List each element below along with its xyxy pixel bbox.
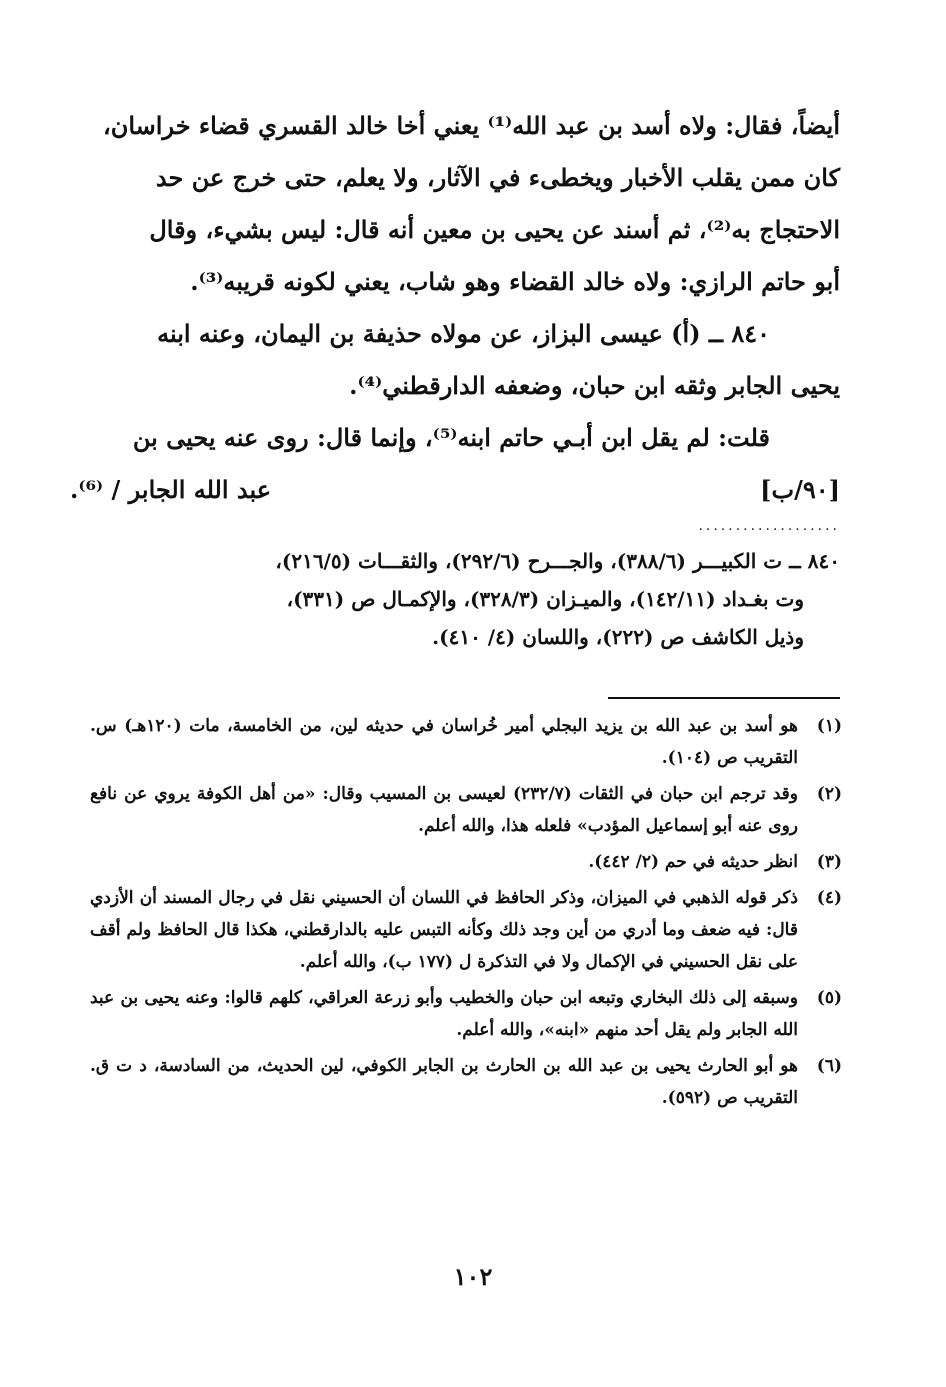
- folio-marker: [٩٠/ب]: [760, 475, 840, 504]
- qult-line-last: [70, 464, 840, 516]
- footnote: [90, 710, 842, 774]
- footnote-text: وسبقه إلى ذلك البخاري وتبعه ابن حبان والخطيب وأبو زرعة العراقي، كلهم قالوا: وعنه يحيى بن عبد الله الجابر ولم يقل أحد منهم «ابنه»، والله أعلم.: [90, 988, 798, 1040]
- footnote-text: هو أبو الحارث يحيى بن عبد الله بن الحارث بن الجابر الكوفي، لين الحديث، من السادسة، د ت ق. التقريب ص (٥٩٢).: [90, 1056, 798, 1108]
- footnote: [90, 846, 842, 878]
- footnote-text: هو أسد بن عبد الله بن يزيد البجلي أمير خُراسان في حديثه لين، من الخامسة، مات (١٢٠هـ) س. التقريب ص (١٠٤).: [90, 716, 799, 768]
- footnote-rule: [608, 697, 840, 699]
- footnote-text: ذكر قوله الذهبي في الميزان، وذكر الحافظ في اللسان أن الحسيني نقل في رجال المسند أن الأزدي قال: فيه ضعف وما أدري من أين وجد ذلك وكأنه التبس عليه بالدارقطني، هكذا قال الحافظ ولم أقف على نقل الحسيني في الإكمال ولا في التذكرة ل (١٧٧ ب)، والله أعلم.: [90, 888, 798, 972]
- footnote-text: انظر حديثه في حم (٢/ ٤٤٢).: [588, 852, 798, 872]
- footnote: [90, 882, 842, 978]
- footnote: [90, 778, 842, 842]
- qult-line-text: عبد الله الجابر / ⁽⁶⁾.: [70, 475, 272, 504]
- page-number: ١٠٢: [453, 1262, 493, 1291]
- separator-dots: ...................: [698, 518, 840, 534]
- footnotes: [90, 710, 842, 1118]
- footnote-number: (٦): [816, 1056, 842, 1076]
- entry-840-line: ٨٤٠ ــ (أ) عيسى البزاز، عن مولاه حذيفة بن اليمان، وعنه ابنه: [157, 319, 770, 348]
- main-line: أبو حاتم الرازي: ولاه خالد القضاء وهو شاب، يعني لكونه قريبه⁽³⁾.: [190, 267, 840, 296]
- source-line: ٨٤٠ ــ ت الكبيـــر (٣٨٨/٦)، والجـــرح (٢٩٢/٦)، والثقـــات (٢١٦/٥)،: [275, 549, 840, 573]
- footnote-number: (٢): [816, 784, 842, 804]
- footnote-number: (٤): [816, 888, 842, 908]
- main-text: [70, 100, 840, 516]
- footnote-number: (٥): [816, 988, 842, 1008]
- source-line: وذيل الكاشف ص (٢٢٢)، واللسان (٤/ ٤١٠).: [432, 625, 804, 649]
- entry-840-line: يحيى الجابر وثقه ابن حبان، وضعفه الدارقطني⁽⁴⁾.: [349, 371, 840, 400]
- sources-block: [100, 542, 840, 656]
- main-line: كان ممن يقلب الأخبار ويخطىء في الآثار، ولا يعلم، حتى خرج عن حد: [155, 163, 840, 192]
- main-line: الاحتجاج به⁽²⁾، ثم أسند عن يحيى بن معين أنه قال: ليس بشيء، وقال: [149, 215, 840, 244]
- footnote: [90, 982, 842, 1046]
- footnote: [90, 1050, 842, 1114]
- footnote-text: وقد ترجم ابن حبان في الثقات (٢٣٢/٧) لعيسى بن المسيب وقال: «من أهل الكوفة يروي عن نافع روى عنه أبو إسماعيل المؤدب» فلعله هذا، والله أعلم.: [90, 784, 798, 836]
- footnote-number: (١): [816, 716, 842, 736]
- footnote-number: (٣): [816, 852, 842, 872]
- source-line: وت بغـداد (١٤٢/١١)، والميـزان (٣٢٨/٣)، والإكمـال ص (٣٣١)،: [286, 587, 804, 611]
- qult-line: قلت: لم يقل ابن أبـي حاتم ابنه⁽⁵⁾، وإنما قال: روى عنه يحيى بن: [132, 423, 770, 452]
- main-line: أيضاً، فقال: ولاه أسد بن عبد الله⁽¹⁾ يعني أخا خالد القسري قضاء خراسان،: [102, 111, 840, 140]
